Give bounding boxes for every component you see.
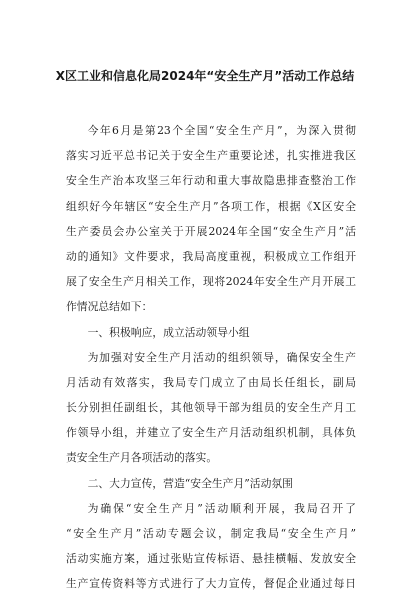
paragraph-line: “安全生产月”活动专题会议，制定我局“安全生产月” xyxy=(66,527,356,540)
paragraph-line: 今年6月是第23个全国“安全生产月”，为深入贯彻 xyxy=(87,124,356,137)
paragraph-line: 安全生产治本攻坚三年行动和重大事故隐患排查整治工作 xyxy=(66,174,356,188)
document-body xyxy=(66,118,356,597)
paragraph-line: 活动实施方案，通过张贴宣传标语、悬挂横幅、发放安全 xyxy=(66,552,356,566)
section-heading: 二、大力宣传，营造“安全生产月”活动氛围 xyxy=(87,476,293,490)
paragraph-line: 作情况总结如下： xyxy=(66,300,153,314)
paragraph-line: 为确保“安全生产月”活动顺利开展，我局召开了 xyxy=(87,501,356,515)
section-heading: 一、积极响应，成立活动领导小组 xyxy=(87,325,250,339)
paragraph-line: 生产委员会办公室关于开展2024年全国“安全生产月”活 xyxy=(66,224,356,238)
paragraph-line: 为加强对安全生产月活动的组织领导，确保安全生产 xyxy=(87,350,356,364)
document-title: X区工业和信息化局2024年“安全生产月”活动工作总结 xyxy=(55,69,355,83)
paragraph-line: 责安全生产月各项活动的落实。 xyxy=(66,451,218,465)
paragraph-line: 长分别担任副组长，其他领导干部为组员的安全生产月工 xyxy=(66,401,356,415)
paragraph-line: 展了安全生产月相关工作，现将2024年安全生产月开展工 xyxy=(66,275,356,289)
paragraph-line: 落实习近平总书记关于安全生产重要论述，扎实推进我区 xyxy=(66,149,356,163)
paragraph-line: 生产宣传资料等方式进行了大力宣传，督促企业通过每日 xyxy=(66,577,356,591)
paragraph-line: 动的通知》文件要求，我局高度重视，积极成立工作组开 xyxy=(66,249,356,263)
paragraph-line: 月活动有效落实，我局专门成立了由局长任组长，副局 xyxy=(66,375,356,389)
paragraph-line: 作领导小组，并建立了安全生产月活动组织机制，具体负 xyxy=(66,426,356,440)
paragraph-line: 组织好今年辖区“安全生产月”各项工作，根据《X区安全 xyxy=(66,199,356,213)
